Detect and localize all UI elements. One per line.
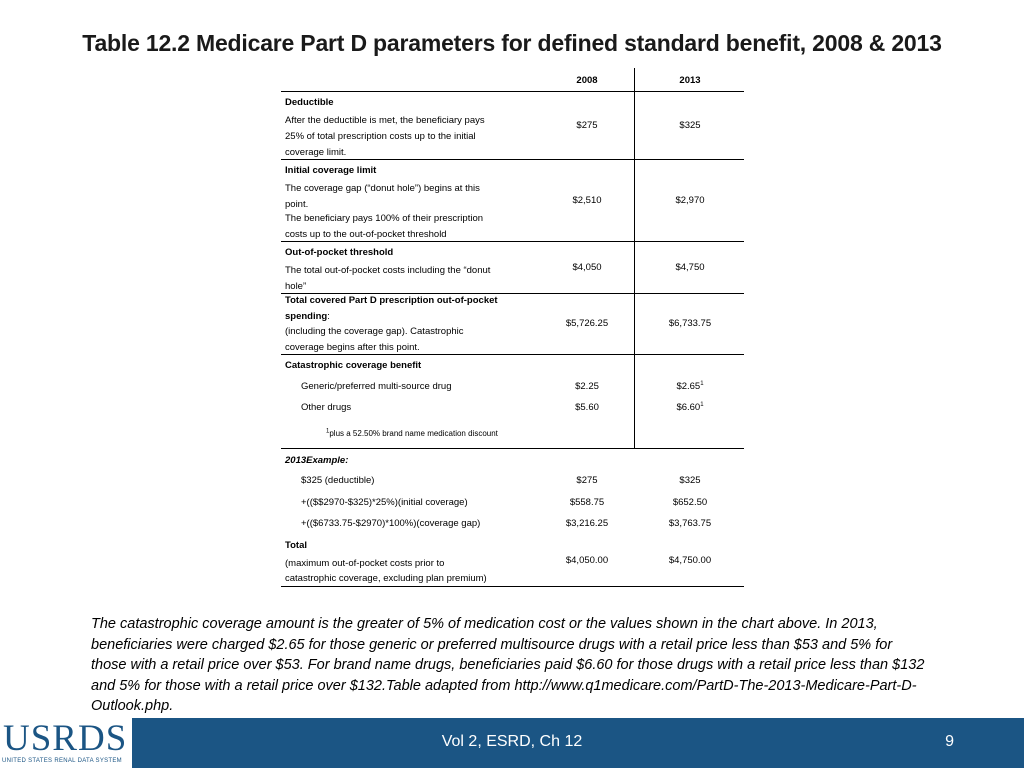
oop-threshold-2008: $4,050 xyxy=(572,262,602,273)
footnote-mark: 1 xyxy=(700,401,704,408)
example-row-2013: $325 xyxy=(679,475,701,486)
initial-limit-heading: Initial coverage limit xyxy=(285,165,377,176)
catastrophic-other-label: Other drugs xyxy=(301,402,352,413)
example-row-2008: $558.75 xyxy=(569,497,605,508)
column-divider xyxy=(634,68,635,449)
initial-limit-desc: The beneficiary pays 100% of their prescription xyxy=(285,213,484,224)
catastrophic-other-2008: $5.60 xyxy=(575,402,599,413)
total-covered-heading: Total covered Part D prescription out-of-pocket xyxy=(285,295,498,306)
example-row-2008: $3,216.25 xyxy=(565,518,609,529)
row-divider xyxy=(281,159,744,160)
oop-threshold-desc: The total out-of-pocket costs including the “donut xyxy=(285,265,491,276)
total-covered-2008: $5,726.25 xyxy=(565,318,609,329)
oop-threshold-heading: Out-of-pocket threshold xyxy=(285,247,394,258)
header-2013: 2013 xyxy=(679,75,701,86)
example-row-label: +(($6733.75-$2970)*100%)(coverage gap) xyxy=(301,518,481,529)
row-divider xyxy=(281,586,744,587)
initial-limit-desc: point. xyxy=(285,199,309,210)
total-2008: $4,050.00 xyxy=(565,555,609,566)
total-heading: Total xyxy=(285,540,307,551)
catastrophic-other-2013-value: $6.60 xyxy=(676,402,701,413)
catastrophic-generic-label: Generic/preferred multi-source drug xyxy=(301,381,452,392)
parameters-table xyxy=(281,68,744,588)
catastrophic-generic-2013-value: $2.65 xyxy=(676,381,701,392)
footnote-mark: 1 xyxy=(326,428,330,435)
table-note: The catastrophic coverage amount is the greater of 5% of medication cost or the values shown in the chart above. In 2013, beneficiaries were charged $2.65 for those generic or preferred multisource drugs with a retail price less than $53 and 5% for those with a retail price over $53. For brand name drugs, beneficiaries paid $6.60 for those drugs with a retail price less than $132 and 5% for those with a retail price over $132.Table adapted from http://www.q1medicare.com/PartD-The-2013-Medicare-Part-D-Outlook.php. xyxy=(91,616,925,714)
example-row-label: +(($$2970-$325)*25%)(initial coverage) xyxy=(301,497,468,508)
example-row-2008: $275 xyxy=(576,475,598,486)
oop-threshold-desc: hole” xyxy=(285,281,307,292)
logo-text: USRDS xyxy=(3,718,128,759)
logo-subtext: UNITED STATES RENAL DATA SYSTEM xyxy=(2,758,122,764)
total-covered-desc: (including the coverage gap). Catastrophic xyxy=(285,326,464,337)
initial-limit-2013: $2,970 xyxy=(675,195,705,206)
example-heading: 2013Example: xyxy=(285,455,349,466)
initial-limit-2008: $2,510 xyxy=(572,195,602,206)
page-number: 9 xyxy=(945,733,954,750)
total-desc: (maximum out-of-pocket costs prior to xyxy=(285,558,445,569)
deductible-desc: coverage limit. xyxy=(285,147,347,158)
catastrophic-footnote xyxy=(326,426,498,442)
deductible-desc: After the deductible is met, the beneficiary pays xyxy=(285,115,485,126)
catastrophic-footnote-text: plus a 52.50% brand name medication discount xyxy=(329,429,498,438)
total-covered-2013: $6,733.75 xyxy=(668,318,712,329)
page-title: Table 12.2 Medicare Part D parameters for defined standard benefit, 2008 & 2013 xyxy=(82,30,942,56)
deductible-heading: Deductible xyxy=(285,97,334,108)
deductible-2013: $325 xyxy=(679,120,701,131)
footnote-mark: 1 xyxy=(700,380,704,387)
example-row-2013: $652.50 xyxy=(672,497,708,508)
catastrophic-other-2013 xyxy=(645,400,735,416)
catastrophic-generic-2013 xyxy=(645,379,735,395)
catastrophic-generic-2008: $2.25 xyxy=(575,381,599,392)
total-2013: $4,750.00 xyxy=(668,555,712,566)
row-divider xyxy=(281,91,744,92)
header-2008: 2008 xyxy=(576,75,598,86)
deductible-desc: 25% of total prescription costs up to the initial xyxy=(285,131,476,142)
example-row-2013: $3,763.75 xyxy=(668,518,712,529)
deductible-2008: $275 xyxy=(576,120,598,131)
total-covered-desc: coverage begins after this point. xyxy=(285,342,420,353)
example-row-label: $325 (deductible) xyxy=(301,475,375,486)
oop-threshold-2013: $4,750 xyxy=(675,262,705,273)
initial-limit-desc: The coverage gap (“donut hole”) begins at this xyxy=(285,183,480,194)
row-divider xyxy=(281,354,744,355)
total-covered-heading-colon: : xyxy=(327,311,330,322)
footer-bar xyxy=(0,718,1024,768)
row-divider xyxy=(281,241,744,242)
total-covered-heading-bold: spending xyxy=(285,311,328,322)
row-divider xyxy=(281,448,744,449)
total-desc: catastrophic coverage, excluding plan premium) xyxy=(285,573,487,584)
catastrophic-heading: Catastrophic coverage benefit xyxy=(285,360,422,371)
footer-volume-label: Vol 2, ESRD, Ch 12 xyxy=(441,733,583,750)
initial-limit-desc: costs up to the out-of-pocket threshold xyxy=(285,229,447,240)
total-covered-heading-line2 xyxy=(285,309,330,325)
